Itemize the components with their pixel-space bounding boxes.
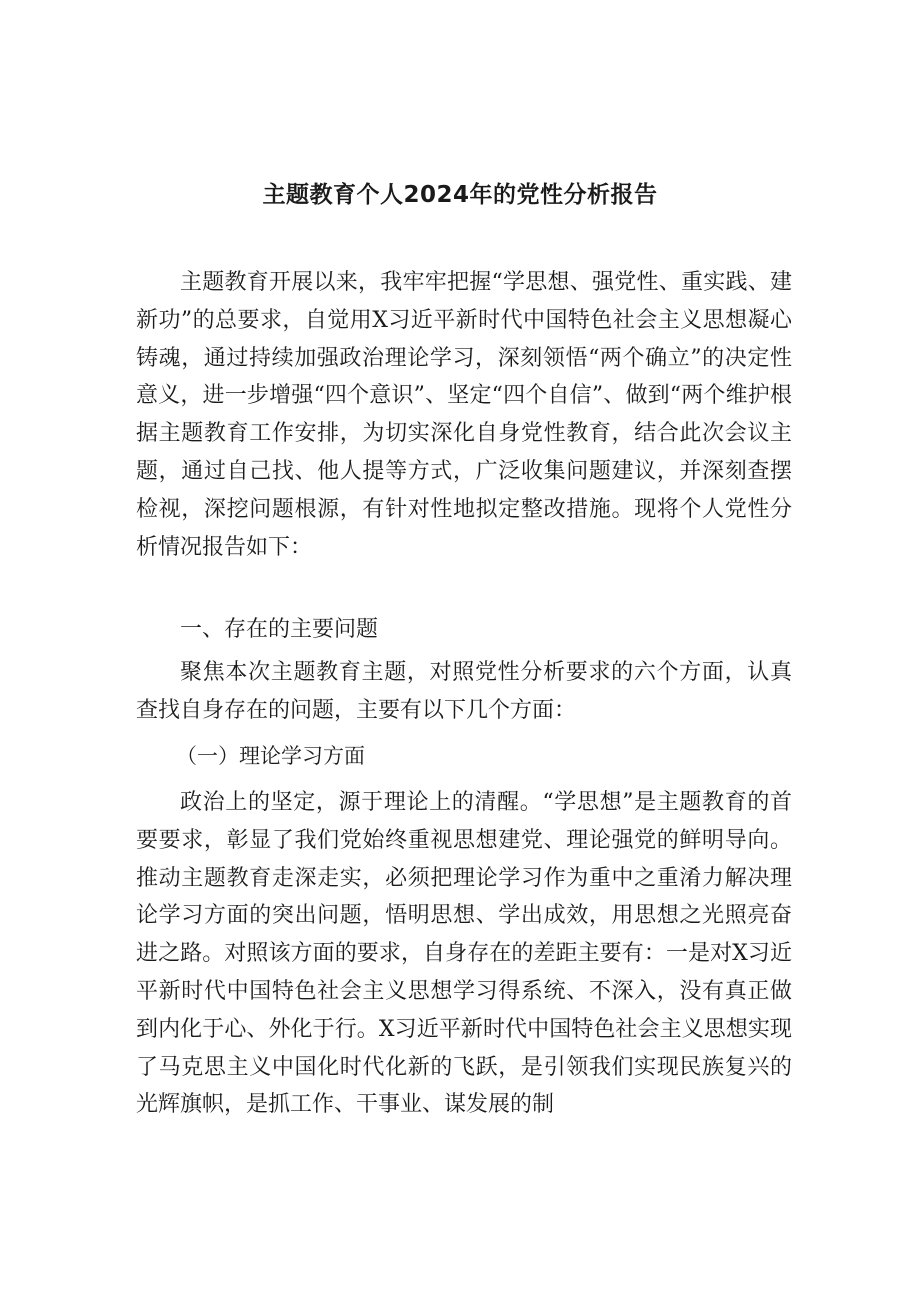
document-title: 主题教育个人2024年的党性分析报告: [262, 182, 658, 208]
intro-paragraph: 主题教育开展以来，我牢牢把握“学思想、强党性、重实践、建新功”的总要求，自觉用X习近平新时代中国特色社会主义思想凝心铸魂，通过持续加强政治理论学习，深刻领悟“两个确立”的决定性意义，进一步增强“四个意识”、坚定“四个自信”、做到“两个维护根据主题教育工作安排，为切实深化自身党性教育，结合此次会议主题，通过自己找、他人提等方式，广泛收集问题建议，并深刻查摆检视，深挖问题根源，有针对性地拟定整改措施。现将个人党性分析情况报告如下：: [136, 270, 792, 560]
theory-study-paragraph: 政治上的坚定，源于理论上的清醒。“学思想”是主题教育的首要要求，彰显了我们党始终重视思想建党、理论强党的鲜明导向。推动主题教育走深走实，必须把理论学习作为重中之重淆力解决理论学习方面的突出问题，悟明思想、学出成效，用思想之光照亮奋进之路。对照该方面的要求，自身存在的差距主要有：一是对X习近平新时代中国特色社会主义思想学习得系统、不深入，没有真正做到内化于心、外化于行。X习近平新时代中国特色社会主义思想实现了马克思主义中国化时代化新的飞跃，是引领我们实现民族复兴的光辉旗帜，是抓工作、干事业、谋发展的制: [136, 790, 792, 1118]
subsection-heading-theory-study: （一）理论学习方面: [176, 744, 365, 768]
section-heading-problems: 一、存在的主要问题: [180, 617, 379, 642]
section-intro-paragraph: 聚焦本次主题教育主题，对照党性分析要求的六个方面，认真查找自身存在的问题，主要有以下几个方面：: [136, 660, 792, 723]
